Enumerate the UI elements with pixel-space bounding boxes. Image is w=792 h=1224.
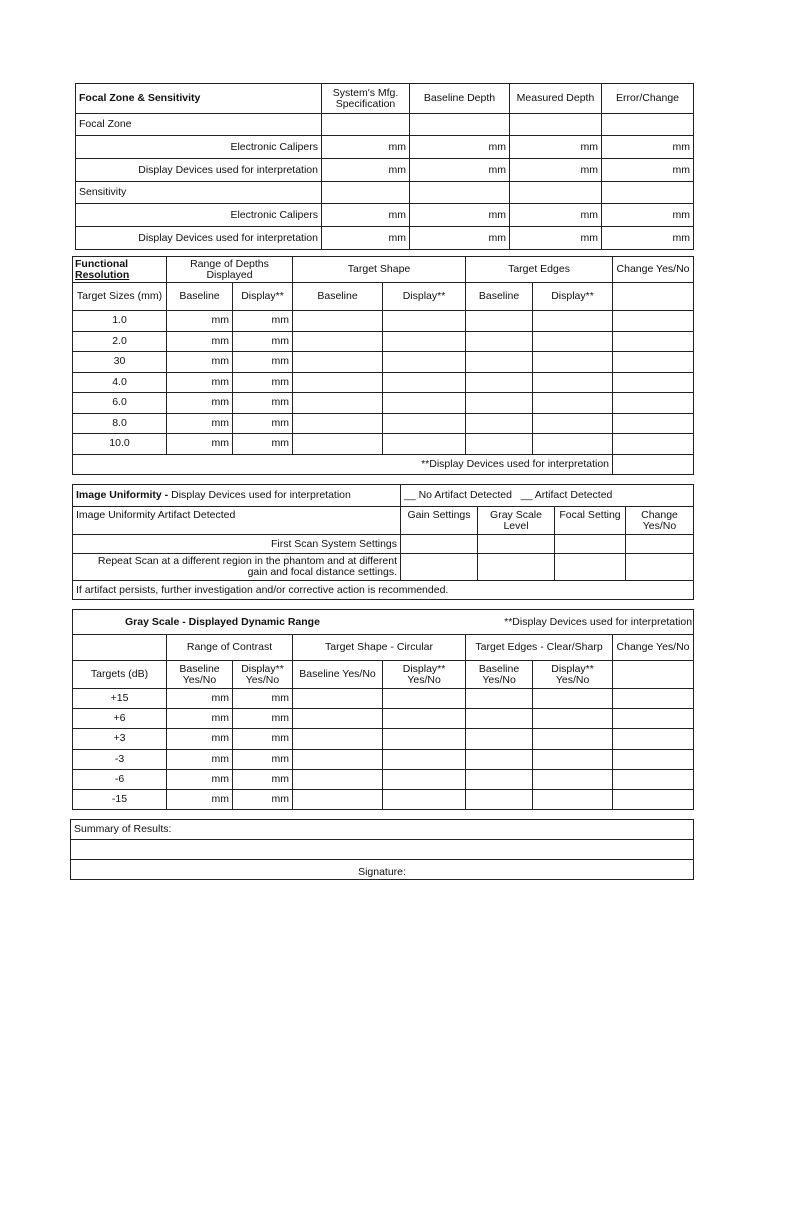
mm-cell[interactable]: mm (233, 413, 293, 434)
cell[interactable] (293, 769, 383, 789)
cell[interactable] (293, 689, 383, 709)
change-header: Change Yes/No (626, 507, 694, 535)
cell[interactable] (383, 434, 466, 455)
target-edges-header: Target Edges - Clear/Sharp (466, 635, 613, 661)
cell[interactable] (410, 182, 510, 204)
baseline-header: Baseline Yes/No (293, 661, 383, 689)
cell[interactable] (466, 413, 533, 434)
mm-cell[interactable]: mm (233, 729, 293, 749)
target-db: -15 (73, 789, 167, 809)
cell[interactable] (466, 311, 533, 332)
display-header: Display** (533, 283, 613, 311)
baseline-header: Baseline (167, 283, 233, 311)
cell[interactable] (533, 729, 613, 749)
mm-cell[interactable]: mm (167, 769, 233, 789)
mm-cell[interactable]: mm (167, 789, 233, 809)
artifact-detected-label: Image Uniformity Artifact Detected (73, 507, 401, 535)
summary-label: Summary of Results: (71, 820, 694, 840)
mm-cell[interactable]: mm (233, 311, 293, 332)
cell[interactable] (466, 769, 533, 789)
cell[interactable] (466, 393, 533, 414)
cell[interactable] (533, 393, 613, 414)
first-scan-label: First Scan System Settings (73, 535, 401, 554)
cell[interactable] (533, 372, 613, 393)
target-db: +3 (73, 729, 167, 749)
functional-resolution-title (73, 257, 167, 283)
gray-scale-title: Gray Scale - Displayed Dynamic Range (73, 610, 383, 635)
baseline-header: Baseline Yes/No (466, 661, 533, 689)
cell[interactable] (533, 689, 613, 709)
cell[interactable] (613, 709, 694, 729)
baseline-header: Baseline Yes/No (167, 661, 233, 689)
cell[interactable] (613, 661, 694, 689)
cell[interactable] (293, 331, 383, 352)
cell[interactable] (510, 114, 602, 136)
cell[interactable] (383, 729, 466, 749)
uniformity-title-bold: Image Uniformity - (76, 489, 169, 501)
repeat-line2: gain and focal distance settings. (247, 566, 397, 578)
change-header: Change Yes/No (613, 257, 694, 283)
mm-cell[interactable]: mm (233, 689, 293, 709)
cell[interactable] (533, 769, 613, 789)
cell[interactable] (613, 393, 694, 414)
target-db: -6 (73, 769, 167, 789)
header-error-change: Error/Change (602, 84, 694, 114)
mm-cell[interactable]: mm (602, 227, 694, 250)
cell[interactable] (613, 749, 694, 769)
cell[interactable] (533, 749, 613, 769)
mm-cell[interactable]: mm (410, 136, 510, 159)
cell[interactable] (293, 372, 383, 393)
target-size: 8.0 (73, 413, 167, 434)
mm-cell[interactable]: mm (322, 204, 410, 227)
mm-cell[interactable]: mm (233, 709, 293, 729)
cell[interactable] (613, 352, 694, 373)
focal-zone-title: Focal Zone & Sensitivity (76, 84, 322, 114)
cell[interactable] (533, 311, 613, 332)
display-header: Display** Yes/No (233, 661, 293, 689)
gain-settings-header: Gain Settings (401, 507, 478, 535)
cell[interactable] (613, 434, 694, 455)
cell[interactable] (533, 789, 613, 809)
mm-cell[interactable]: mm (167, 352, 233, 373)
targets-header: Targets (dB) (73, 661, 167, 689)
gray-scale-header: Gray Scale Level (478, 507, 555, 535)
cell[interactable] (466, 372, 533, 393)
header-mfg-spec: System's Mfg. Specification (322, 84, 410, 114)
cell[interactable] (626, 535, 694, 554)
mm-cell[interactable]: mm (510, 136, 602, 159)
target-size: 6.0 (73, 393, 167, 414)
artifact-options (401, 485, 694, 507)
cell[interactable] (73, 635, 167, 661)
summary-table (70, 819, 694, 880)
target-shape-header: Target Shape (293, 257, 466, 283)
cell[interactable] (293, 789, 383, 809)
cell[interactable] (613, 311, 694, 332)
cell[interactable] (383, 769, 466, 789)
cell[interactable] (401, 554, 478, 581)
header-measured-depth: Measured Depth (510, 84, 602, 114)
mm-cell[interactable]: mm (167, 393, 233, 414)
mm-cell[interactable]: mm (233, 352, 293, 373)
no-artifact-option[interactable]: __ No Artifact Detected (404, 489, 512, 501)
cell[interactable] (383, 352, 466, 373)
mm-cell[interactable]: mm (233, 789, 293, 809)
cell[interactable] (466, 709, 533, 729)
header-baseline-depth: Baseline Depth (410, 84, 510, 114)
display-devices-label: Display Devices used for interpretation (76, 227, 322, 250)
mm-cell[interactable]: mm (602, 136, 694, 159)
cell[interactable] (466, 749, 533, 769)
cell[interactable] (383, 413, 466, 434)
cell[interactable] (613, 331, 694, 352)
display-devices-label: Display Devices used for interpretation (76, 159, 322, 182)
cell[interactable] (383, 393, 466, 414)
cell[interactable] (466, 331, 533, 352)
artifact-persists-note: If artifact persists, further investigation and/or corrective action is recommended. (73, 581, 694, 600)
cell[interactable] (602, 182, 694, 204)
mm-cell[interactable]: mm (510, 227, 602, 250)
artifact-option[interactable]: __ Artifact Detected (520, 489, 613, 501)
mm-cell[interactable]: mm (233, 769, 293, 789)
functional-resolution-table (72, 256, 694, 475)
mm-cell[interactable]: mm (167, 749, 233, 769)
mm-cell[interactable]: mm (322, 159, 410, 182)
summary-field[interactable] (71, 840, 694, 860)
mm-cell[interactable]: mm (167, 689, 233, 709)
target-edges-header: Target Edges (466, 257, 613, 283)
repeat-scan-label (73, 554, 401, 581)
change-header: Change Yes/No (613, 635, 694, 661)
target-size: 10.0 (73, 434, 167, 455)
cell[interactable] (293, 434, 383, 455)
mm-cell[interactable]: mm (167, 729, 233, 749)
target-sizes-header: Target Sizes (mm) (73, 283, 167, 311)
range-depths-header: Range of Depths Displayed (167, 257, 293, 283)
cell[interactable] (613, 413, 694, 434)
cell[interactable] (602, 114, 694, 136)
cell[interactable] (410, 114, 510, 136)
cell[interactable] (613, 789, 694, 809)
repeat-line1: Repeat Scan at a different region in the phantom and at different (97, 555, 397, 567)
mm-cell[interactable]: mm (602, 204, 694, 227)
cell[interactable] (478, 535, 555, 554)
cell[interactable] (533, 709, 613, 729)
mm-cell[interactable]: mm (410, 227, 510, 250)
mm-cell[interactable]: mm (167, 311, 233, 332)
title-line1: Functional (75, 257, 129, 270)
cell[interactable] (533, 352, 613, 373)
gray-scale-table (72, 609, 694, 810)
mm-cell[interactable]: mm (410, 204, 510, 227)
mm-cell[interactable]: mm (233, 749, 293, 769)
mm-cell[interactable]: mm (510, 204, 602, 227)
cell[interactable] (613, 729, 694, 749)
cell[interactable] (293, 311, 383, 332)
mm-cell[interactable]: mm (410, 159, 510, 182)
cell[interactable] (478, 554, 555, 581)
uniformity-title-rest: Display Devices used for interpretation (168, 489, 351, 501)
cell[interactable] (293, 393, 383, 414)
display-header: Display** Yes/No (383, 661, 466, 689)
mm-cell[interactable]: mm (167, 372, 233, 393)
mm-cell[interactable]: mm (602, 159, 694, 182)
range-contrast-header: Range of Contrast (167, 635, 293, 661)
mm-cell[interactable]: mm (167, 709, 233, 729)
cell[interactable] (510, 182, 602, 204)
cell[interactable] (383, 311, 466, 332)
cell[interactable] (383, 372, 466, 393)
baseline-header: Baseline (293, 283, 383, 311)
focal-zone-label: Focal Zone (76, 114, 322, 136)
mm-cell[interactable]: mm (322, 136, 410, 159)
electronic-calipers-label: Electronic Calipers (76, 136, 322, 159)
cell[interactable] (383, 689, 466, 709)
signature-label[interactable]: Signature: (71, 860, 694, 880)
cell[interactable] (383, 749, 466, 769)
target-db: +15 (73, 689, 167, 709)
cell[interactable] (322, 182, 410, 204)
image-uniformity-table (72, 484, 694, 600)
cell[interactable] (293, 413, 383, 434)
cell[interactable] (613, 372, 694, 393)
cell[interactable] (322, 114, 410, 136)
cell[interactable] (466, 789, 533, 809)
mm-cell[interactable]: mm (233, 372, 293, 393)
display-header: Display** (383, 283, 466, 311)
mm-cell[interactable]: mm (233, 393, 293, 414)
cell[interactable] (466, 352, 533, 373)
target-size: 30 (73, 352, 167, 373)
target-shape-circular-header: Target Shape - Circular (293, 635, 466, 661)
display-devices-footnote: **Display Devices used for interpretation (73, 454, 613, 474)
target-size: 1.0 (73, 311, 167, 332)
cell[interactable] (401, 535, 478, 554)
cell[interactable] (293, 729, 383, 749)
uniformity-title (73, 485, 401, 507)
target-db: +6 (73, 709, 167, 729)
cell[interactable] (466, 689, 533, 709)
cell[interactable] (555, 554, 626, 581)
title-line2: Resolution (75, 268, 130, 281)
cell[interactable] (613, 689, 694, 709)
cell[interactable] (293, 749, 383, 769)
cell[interactable] (466, 729, 533, 749)
focal-zone-table (75, 83, 694, 250)
baseline-header: Baseline (466, 283, 533, 311)
cell[interactable] (293, 709, 383, 729)
display-header: Display** Yes/No (533, 661, 613, 689)
cell[interactable] (533, 413, 613, 434)
electronic-calipers-label: Electronic Calipers (76, 204, 322, 227)
target-size: 4.0 (73, 372, 167, 393)
cell[interactable] (293, 352, 383, 373)
mm-cell[interactable]: mm (167, 331, 233, 352)
mm-cell[interactable]: mm (322, 227, 410, 250)
cell[interactable] (613, 283, 694, 311)
sensitivity-label: Sensitivity (76, 182, 322, 204)
cell[interactable] (626, 554, 694, 581)
cell[interactable] (555, 535, 626, 554)
cell[interactable] (533, 434, 613, 455)
mm-cell[interactable]: mm (167, 434, 233, 455)
mm-cell[interactable]: mm (233, 434, 293, 455)
mm-cell[interactable]: mm (167, 413, 233, 434)
gray-scale-note: **Display Devices used for interpretation (383, 610, 694, 635)
cell[interactable] (613, 769, 694, 789)
display-header: Display** (233, 283, 293, 311)
cell[interactable] (383, 331, 466, 352)
cell[interactable] (533, 331, 613, 352)
cell[interactable] (466, 434, 533, 455)
cell[interactable] (613, 454, 694, 474)
mm-cell[interactable]: mm (233, 331, 293, 352)
cell[interactable] (383, 789, 466, 809)
target-db: -3 (73, 749, 167, 769)
focal-setting-header: Focal Setting (555, 507, 626, 535)
mm-cell[interactable]: mm (510, 159, 602, 182)
cell[interactable] (383, 709, 466, 729)
target-size: 2.0 (73, 331, 167, 352)
